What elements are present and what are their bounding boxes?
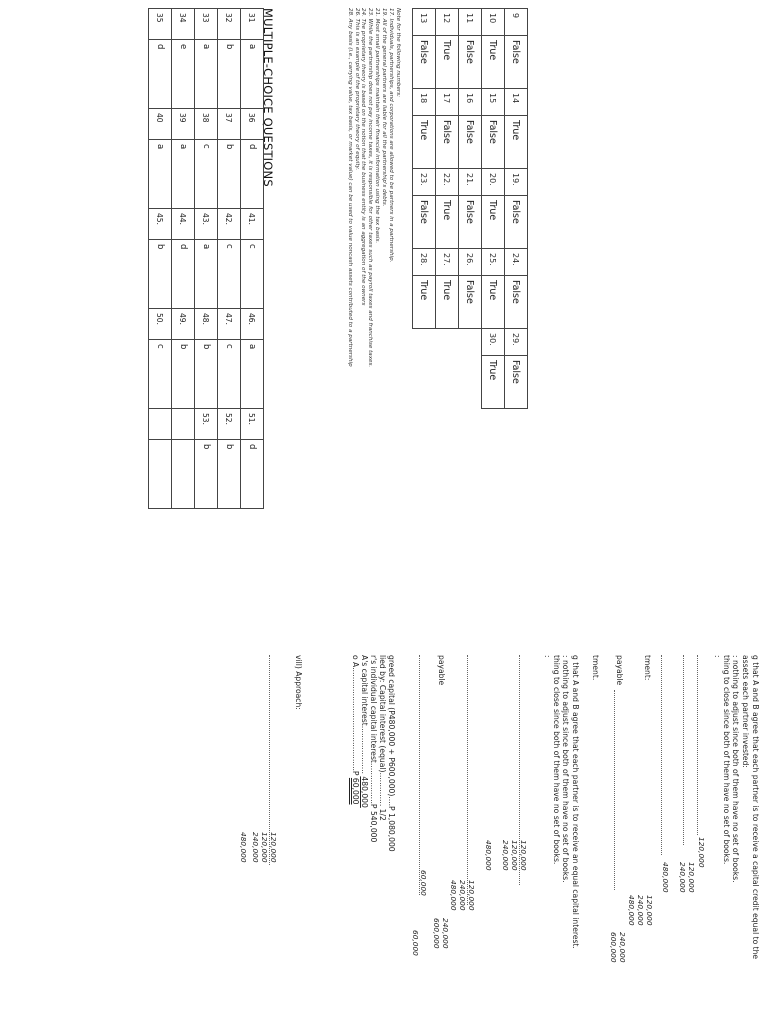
mc-question-number: 50. <box>149 309 172 340</box>
amount: 480,000 <box>239 832 248 863</box>
notes-block <box>346 8 401 428</box>
journal-intro-line: g that A and B agree that each partner is to receive a capital credit equal to the <box>751 655 760 960</box>
table-row <box>413 9 436 409</box>
mc-answer: b <box>172 340 195 409</box>
empty-cell <box>436 356 459 409</box>
tf-question-number: 25. <box>482 249 505 276</box>
tf-question-number: 22. <box>436 169 459 196</box>
journal-intro-line: g that A and B agree that each partner is to receive an equal capital interest. <box>571 655 580 949</box>
mc-question-number: 45. <box>149 209 172 240</box>
dotted-leader <box>419 655 420 895</box>
mc-answer: d <box>241 140 264 209</box>
amount: 120,000 <box>519 840 528 871</box>
empty-cell <box>172 409 195 440</box>
notes-title: Note for the following numbers: <box>395 8 401 98</box>
tf-answer: False <box>459 276 482 329</box>
table-row <box>149 9 172 509</box>
computation-line: A's capital interest.................... 480,000 <box>360 655 369 808</box>
mc-answer: c <box>218 340 241 409</box>
tf-question-number: 16 <box>459 89 482 116</box>
dotted-leader <box>697 655 698 835</box>
tf-question-number: 30. <box>482 329 505 356</box>
computation-line: o A...........................................P 60,000 <box>351 655 360 805</box>
tf-question-number: 21. <box>459 169 482 196</box>
computation-line: greed capital (P480,000 + P600,000)....P 1,080,000 <box>387 655 396 852</box>
mc-answer: d <box>241 440 264 509</box>
tf-question-number: 13 <box>413 9 436 36</box>
tf-question-number: 28. <box>413 249 436 276</box>
dotted-leader <box>467 655 468 905</box>
tf-question-number: 9 <box>505 9 528 36</box>
empty-cell <box>459 329 482 356</box>
tf-question-number: 20. <box>482 169 505 196</box>
amount: 240,000 <box>618 932 627 963</box>
table-row <box>218 9 241 509</box>
amount: 120,000 <box>687 862 696 893</box>
tf-question-number: 29. <box>505 329 528 356</box>
table-row <box>459 9 482 409</box>
table-row <box>195 9 218 509</box>
tf-answer: True <box>436 36 459 89</box>
tf-answer: True <box>482 36 505 89</box>
mc-answer: a <box>241 40 264 109</box>
mc-question-number: 39 <box>172 109 195 140</box>
mc-question-number: 38 <box>195 109 218 140</box>
mc-question-number: 44. <box>172 209 195 240</box>
mc-answer: a <box>195 40 218 109</box>
amount: 120,000 <box>467 880 476 911</box>
journal-intro-line: assets each partner invested: <box>741 655 750 768</box>
note-line: 26. This is an example of the proprietary theory of equity. <box>353 8 360 171</box>
tf-question-number: 10 <box>482 9 505 36</box>
mc-question-number: 46. <box>241 309 264 340</box>
note-line: 24. The proprietary theory is based on the notion that the business entity is an aggregation of the owners <box>360 8 367 306</box>
journal-intro-line: : nothing to adjust since both of them have no set of books. <box>731 655 740 883</box>
tf-answer: True <box>505 116 528 169</box>
true-false-answer-table <box>412 8 528 409</box>
mc-answer: b <box>195 440 218 509</box>
note-line: 21. Most small partnerships maintain their financial information using the tax basis. <box>374 8 381 244</box>
amount: 60,000 <box>419 870 428 896</box>
tf-question-number: 24. <box>505 249 528 276</box>
tf-answer: True <box>436 276 459 329</box>
mc-answer: c <box>218 240 241 309</box>
note-line: 28. Any basis (i.e., carrying value, tax basis, or market value) can be used to value noncash assets contributed to a partnership <box>346 8 353 367</box>
mc-question-number: 33 <box>195 9 218 40</box>
amount: 120,000 <box>697 837 706 868</box>
amount: 120,000 <box>510 840 519 871</box>
amount: 240,000 <box>501 840 510 871</box>
mc-answer: a <box>149 140 172 209</box>
note-line: 17. Individuals, partnerships, and corporations are allowed to be partners in a partnership. <box>388 8 395 263</box>
tf-answer: True <box>482 276 505 329</box>
journal-intro-line: thing to close since both of them have no set of books. <box>722 655 731 865</box>
note-line: 23. While the partnership does not pay income taxes, it is responsible for other taxes such as payroll taxes and franchise taxes. <box>367 8 374 368</box>
mc-question-number: 34 <box>172 9 195 40</box>
amount: 480,000 <box>627 895 636 926</box>
amount: 600,000 <box>609 932 618 963</box>
tf-answer: True <box>436 196 459 249</box>
tf-question-number: 18 <box>413 89 436 116</box>
mc-answer: a <box>172 140 195 209</box>
journal-intro-line: : nothing to adjust since both of them have no set of books. <box>561 655 570 883</box>
amount: 240,000 <box>636 895 645 926</box>
multiple-choice-answer-table <box>148 8 264 509</box>
amount: 480,000 <box>484 840 493 871</box>
amount: 60,000 <box>411 930 420 956</box>
amount: 480,000 <box>661 862 670 893</box>
mc-answer: c <box>195 140 218 209</box>
mc-question-number: 31 <box>241 9 264 40</box>
journal-intro-line: thing to close since both of them have no set of books. <box>552 655 561 865</box>
tf-answer: False <box>505 276 528 329</box>
tf-question-number: 14 <box>505 89 528 116</box>
mc-question-number: 52. <box>218 409 241 440</box>
tf-answer: False <box>482 116 505 169</box>
empty-cell <box>149 409 172 440</box>
mc-question-number: 51. <box>241 409 264 440</box>
tf-question-number: 17 <box>436 89 459 116</box>
tf-answer: False <box>436 116 459 169</box>
computation-line: r's individual capital interest.................P 540,000 <box>369 655 378 843</box>
tf-answer: True <box>413 276 436 329</box>
journal-intro-line: : <box>543 655 552 658</box>
mc-question-number: 49. <box>172 309 195 340</box>
dotted-leader <box>683 655 684 845</box>
amount: 240,000 <box>458 880 467 911</box>
mc-answer: d <box>149 40 172 109</box>
mc-answer: e <box>172 40 195 109</box>
journal-label: payable <box>437 655 446 686</box>
tf-question-number: 26. <box>459 249 482 276</box>
mc-question-number: 47. <box>218 309 241 340</box>
empty-cell <box>172 440 195 509</box>
dotted-leader <box>614 690 615 890</box>
multiple-choice-heading: MULTIPLE-CHOICE QUESTIONS <box>261 8 275 187</box>
tf-question-number: 12 <box>436 9 459 36</box>
tf-answer: False <box>505 356 528 409</box>
mc-question-number: 35 <box>149 9 172 40</box>
journal-intro-line: : <box>713 655 722 658</box>
amount: 240,000 <box>441 918 450 949</box>
tf-question-number: 11 <box>459 9 482 36</box>
table-row <box>482 9 505 409</box>
tf-answer: False <box>413 36 436 89</box>
amount: 240,000 <box>251 832 260 863</box>
journal-label: tment: <box>643 655 652 681</box>
tf-answer: False <box>505 36 528 89</box>
mc-question-number: 32 <box>218 9 241 40</box>
tf-answer: False <box>459 36 482 89</box>
table-row <box>436 9 459 409</box>
amount: 600,000 <box>432 918 441 949</box>
mc-question-number: 42. <box>218 209 241 240</box>
amount: 120,000 <box>260 832 269 863</box>
table-row <box>172 9 195 509</box>
amount: 120,000 <box>645 895 654 926</box>
journal-label: tment. <box>591 655 600 681</box>
tf-answer: True <box>413 116 436 169</box>
tf-answer: True <box>482 196 505 249</box>
note-line: 19. All of the general partners are liable for all the partnership's debts. <box>381 8 388 207</box>
mc-question-number: 40 <box>149 109 172 140</box>
amount: 240,000 <box>678 862 687 893</box>
empty-cell <box>459 356 482 409</box>
mc-question-number: 53. <box>195 409 218 440</box>
mc-answer: c <box>241 240 264 309</box>
tf-answer: False <box>459 196 482 249</box>
mc-answer: b <box>149 240 172 309</box>
mc-answer: b <box>218 440 241 509</box>
mc-answer: b <box>218 40 241 109</box>
tf-answer: False <box>459 116 482 169</box>
empty-cell <box>413 329 436 356</box>
mc-answer: a <box>241 340 264 409</box>
empty-cell <box>436 329 459 356</box>
table-row <box>241 9 264 509</box>
dotted-leader <box>661 655 662 855</box>
empty-cell <box>413 356 436 409</box>
mc-answer: d <box>172 240 195 309</box>
mc-question-number: 43. <box>195 209 218 240</box>
goodwill-heading: vill) Approach: <box>294 655 303 710</box>
computation-line: lied by: Capital interest (equal).............. 1/2 <box>378 655 387 821</box>
mc-question-number: 48. <box>195 309 218 340</box>
tf-question-number: 27. <box>436 249 459 276</box>
mc-answer: a <box>195 240 218 309</box>
mc-question-number: 41. <box>241 209 264 240</box>
mc-answer: b <box>195 340 218 409</box>
empty-cell <box>149 440 172 509</box>
tf-answer: False <box>505 196 528 249</box>
mc-question-number: 36 <box>241 109 264 140</box>
tf-question-number: 15 <box>482 89 505 116</box>
mc-answer: c <box>149 340 172 409</box>
tf-question-number: 23. <box>413 169 436 196</box>
journal-label: payable <box>615 655 624 686</box>
tf-answer: False <box>413 196 436 249</box>
tf-question-number: 19. <box>505 169 528 196</box>
tf-answer: True <box>482 356 505 409</box>
amount: 120,000 <box>269 832 278 863</box>
mc-answer: b <box>218 140 241 209</box>
table-row <box>505 9 528 409</box>
amount: 480,000 <box>449 880 458 911</box>
mc-question-number: 37 <box>218 109 241 140</box>
